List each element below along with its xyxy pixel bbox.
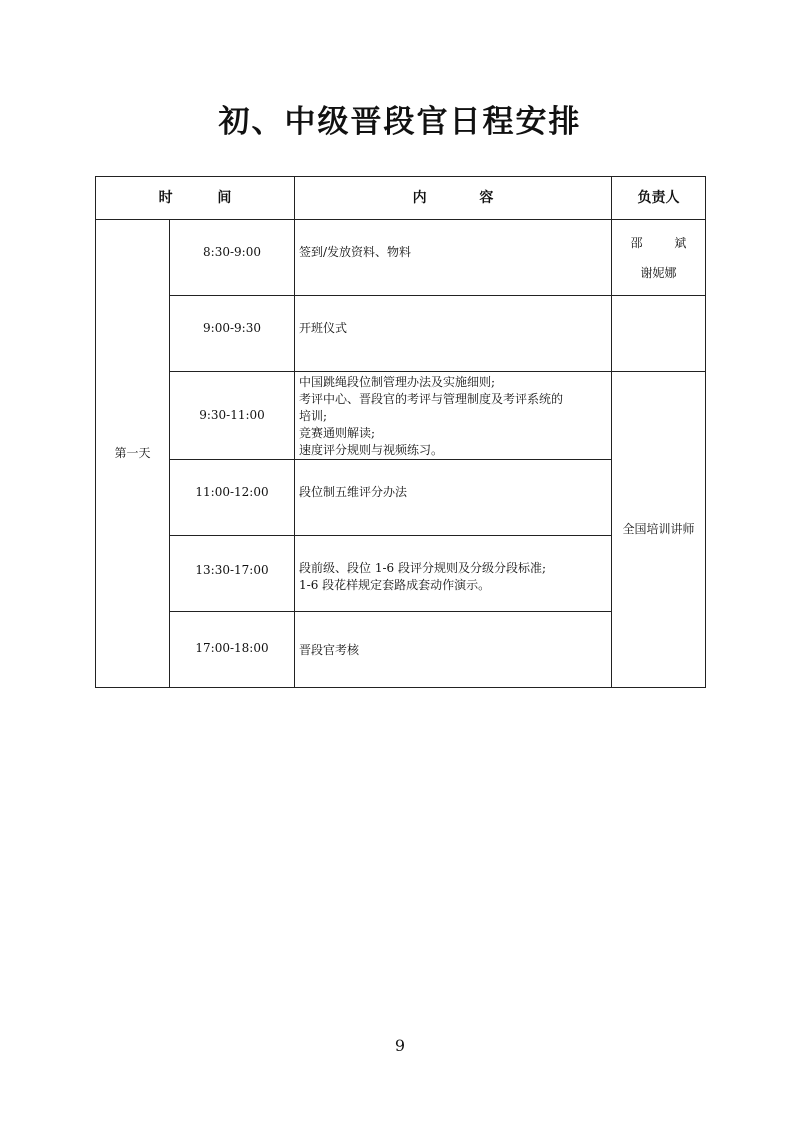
schedule-table [95, 176, 706, 688]
responsible-cell-empty [612, 296, 706, 372]
table-row [96, 220, 706, 296]
time-cell: 17:00-18:00 [170, 612, 295, 688]
content-line: 考评中心、晋段官的考评与管理制度及考评系统的 [299, 392, 564, 406]
content-cell [295, 612, 612, 688]
content-cell [295, 460, 612, 536]
page-number: 9 [394, 1036, 406, 1055]
content-line: 晋段官考核 [299, 643, 360, 657]
content-line: 速度评分规则与视频练习。 [299, 443, 444, 457]
day-label: 第一天 [96, 220, 170, 688]
content-cell [295, 372, 612, 460]
content-line: 段前级、段位 1-6 段评分规则及分级分段标准; [299, 561, 546, 575]
responsible-group-cell: 全国培训讲师 [612, 372, 706, 688]
content-cell [295, 220, 612, 296]
header-content: 内 容 [295, 177, 612, 220]
table-row [96, 296, 706, 372]
content-line: 段位制五维评分办法 [299, 485, 408, 499]
responsible-name: 邵 斌 [630, 236, 701, 250]
table-row [96, 372, 706, 460]
page-title: 初、中级晋段官日程安排 [218, 104, 582, 140]
time-cell: 9:00-9:30 [170, 296, 295, 372]
content-line: 开班仪式 [299, 321, 348, 335]
content-cell [295, 296, 612, 372]
time-cell: 9:30-11:00 [170, 372, 295, 460]
time-cell: 11:00-12:00 [170, 460, 295, 536]
header-responsible: 负责人 [612, 177, 706, 220]
content-line: 中国跳绳段位制管理办法及实施细则; [299, 375, 496, 389]
responsible-cell [612, 220, 706, 296]
content-line: 培训; [299, 409, 328, 423]
content-line: 竞赛通则解读; [299, 426, 376, 440]
time-cell: 8:30-9:00 [170, 220, 295, 296]
content-cell [295, 536, 612, 612]
table-header-row [96, 177, 706, 220]
header-time: 时 间 [96, 177, 295, 220]
responsible-name: 谢妮娜 [640, 266, 677, 280]
time-cell: 13:30-17:00 [170, 536, 295, 612]
content-line: 1-6 段花样规定套路成套动作演示。 [299, 578, 491, 592]
content-line: 签到/发放资料、物料 [299, 245, 412, 259]
